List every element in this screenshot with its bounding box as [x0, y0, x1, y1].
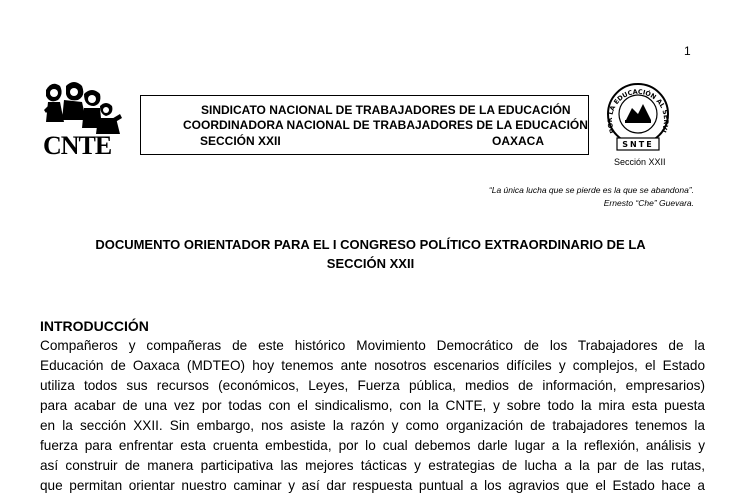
cnte-logo — [40, 80, 122, 164]
svg-text:POR LA EDUCACIÓN AL SERVICIO D — [603, 80, 670, 134]
body-text-line: fuerza para enfrentar esta cruenta embestida, por lo cual debemos darle lugar a la reflexión, análisis y — [40, 438, 705, 453]
header-state: OAXACA — [492, 134, 545, 148]
cnte-logo-text: CNTE — [43, 131, 112, 160]
body-text-line: para acabar de una vez por todas con el sindicalismo, con la CNTE, y sobre todo la mira esta puesta — [40, 398, 705, 413]
epigraph-author: Ernesto “Che” Guevara. — [603, 198, 694, 208]
seal-base-text: SNTE — [622, 140, 654, 149]
body-text-line: Compañeros y compañeras de este histórico Movimiento Democrático de los Trabajadores de la — [40, 338, 705, 353]
header-union-name: SINDICATO NACIONAL DE TRABAJADORES DE LA EDUCACIÓN — [201, 103, 571, 117]
snte-seal-icon — [603, 80, 673, 154]
body-text-line: que permitan orientar nuestro caminar y así dar respuesta puntual a los agravios que el Estado hace a — [40, 478, 705, 493]
document-title-line2: SECCIÓN XXII — [326, 256, 415, 271]
header-section: SECCIÓN XXII — [200, 134, 281, 148]
cnte-figures-icon — [40, 80, 122, 136]
body-text-line: en la sección XXII. Sin embargo, nos asiste la razón y como organización de trabajadores tenemos la — [40, 418, 705, 433]
snte-seal — [603, 80, 673, 154]
header-coordinator-name: COORDINADORA NACIONAL DE TRABAJADORES DE LA EDUCACIÓN — [183, 118, 588, 132]
page-number: 1 — [684, 44, 691, 58]
section-heading: INTRODUCCIÓN — [40, 318, 149, 334]
epigraph-quote: “La única lucha que se pierde es la que se abandona”. — [488, 185, 694, 195]
document-title-line1: DOCUMENTO ORIENTADOR PARA EL I CONGRESO POLÍTICO EXTRAORDINARIO DE LA — [95, 237, 646, 252]
seal-caption: Sección XXII — [614, 157, 666, 167]
seal-ring-text: POR LA EDUCACIÓN AL SERVI — [605, 87, 671, 135]
body-text-line: así construir de manera participativa las mejores tácticas y estrategias de lucha a la par de las rutas, — [40, 458, 705, 473]
body-text-line: utiliza todos sus recursos (económicos, Leyes, Fuerza pública, medios de información, empresarios) — [40, 378, 705, 393]
body-text-line: Educación de Oaxaca (MDTEO) hoy tenemos ante nosotros escenarios difíciles y complejos, el Estado — [40, 358, 705, 373]
header-box — [140, 95, 589, 155]
